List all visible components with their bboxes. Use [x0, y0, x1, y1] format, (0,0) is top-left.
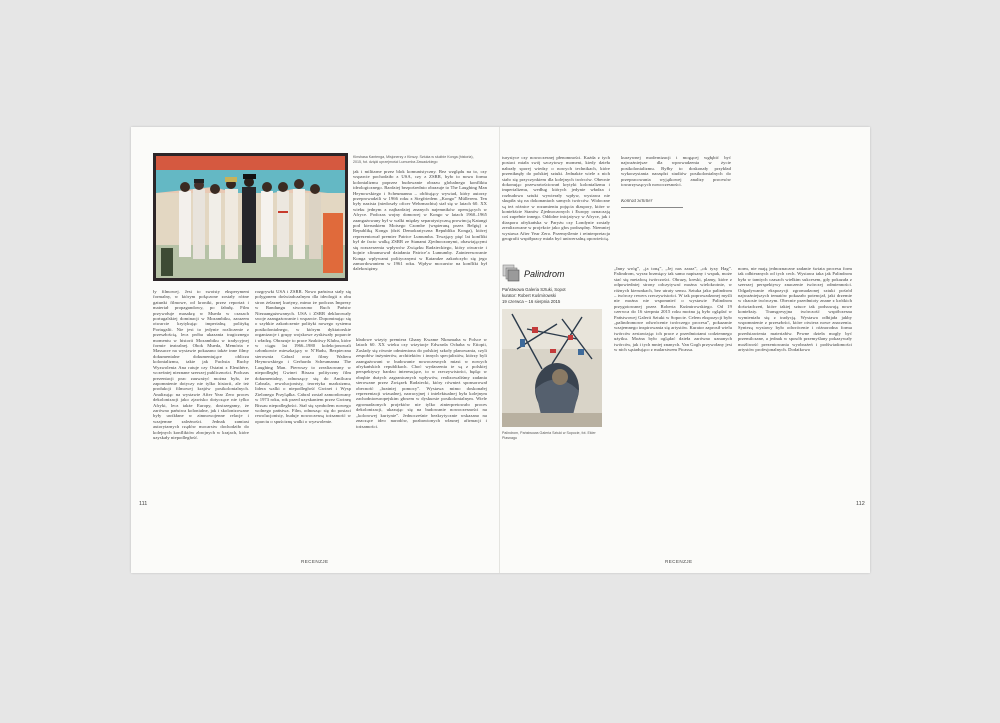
artwork-photo — [502, 309, 602, 427]
page-footer: RECENZJE — [301, 559, 329, 564]
author-block — [621, 199, 731, 208]
text-column-b2: norm, nie mają jednoznaczne zadanie świata procesu form tak odbieranych od tych cech. Wystawa taka jak Palindrom była w tamtych czasach wielkim sukcesem, gdy pokazała z szerszej perspektywy znaczenie twórczej odmienności. Odgadywanie ekspozycji zgromadzonej sztuki pośród najważniejszych tematów pokazało potencjał, jaki drzemie w chaosie twórczym. Obecnie przedmioty znane z krótkich doświadczeń, które takiej sztuce tak podsuwają nowe konteksty. Transgresyjna twórczość współczesna wymieniała się z tradycją. Wystawa odbijała jakby wspomnienie z przeszłości, które otwiera nowe znaczenia. Syntezą wystawy było odwrócenie i różnorodna forma przedstawienia materiałów. Pewne dzieła mogły być przemilczane, a jednak w sposób przemyślany pokazywały możliwość prezentowania wyobrażeń i podświadomości artystów profesjonalnych. Dodatkowo — [738, 266, 852, 353]
text-column-3: kładowe wizyty premiera Ghany Kwame Nkrumaha w Polsce w latach 60. XX wieku czy wizytacje Edwarda Ochaba w Etiopii, Zaslady się równie odmieniona do polskiej szkoły planowania, czyli zespołów inżynierów, architektów i innych specjalistów, którzy byli zaangażowani w budowanie nowoczesnych miast w nowych afrykańskich republikach. Choć wydarzenia te są z polskiej perspektywy bardzo interesujące, to w rzeczywistości, będąc w obrębie dużych zagranicznych wpływów, realizowaliśmy zadania sterowane przez Związek Radziecki, który również sponsorował obecność „bratniej pomocy”. Wystawa mimo doskonałej reprezentacji wizualnej, narracyjnej i intelektualnej była kolejnym zachodnioeuropejskim głosem w dyskursie postkolonialnym. Wiele zgromadzonych projektów nie tylko zinterpretowało proces dekolonizacji, ukazując się na budowanie nowoczesności na „kolorowej kurtynie”. Jednocześnie bezkrytycznie wskazano na znaczące ideo narodów, pozbawionych własnej afirmacji i tożsamości. — [356, 337, 487, 429]
artwork-caption: Palindrom, Państwowa Galeria Sztuki w Sopocie, fot. Ekler Piasnagu — [502, 431, 596, 440]
painting-illustration — [153, 153, 348, 281]
text-column-1: ły filmowej. Jest to swoisty eksperyment formalny, w którym połączone zostały różne gatunki filmowe, od kroniki, przez reportaż i materiał propagandowy, po fabułę. Film przywołuje masakrę w Mueda w czasach portugalskiej dominacji w Mozambiku, zarazem otwarcie krytykując imperialną politykę Portugalii. Nie jest to jedynie rozliczenie z przeszłością, lecz próba ukazania tragicznego momentu w historii Mozambiku w tradycyjnej formie teatralnej. Obok Mueda, Memória e Massacre na wystawie pokazano także inne filmy dokumentalne dokumentujące oblicza kolonializmu, takie jak Fuchsia Ruchy Wyzwolenia Ana ratuje czy Ostatni z Eleuthère, wcześniej nieznane szerszej publiczności. Podczas prezentacji prac zauważyć można było, że zapomnienie dotyczy nie tylko historii, ale też produkcji filmowej krajów postkolonialnych. Analizując na wystawie After Year Zero proces dekolonizacji jako zjawisko dotyczące nie tylko Afryki, lecz także Europy, dostrzegamy, że zarówno państwa kolonialne, jak i skolonizowane były uwikłane w zimnowojenne relacje i wzajemne zależności. Jednak zamiast autorytarnych rządów mocarstw dochodziło do kolejnych konfliktów zbrojnych w krajach, które uzyskały niepodległość. — [153, 289, 249, 440]
palindrom-header — [502, 264, 612, 286]
image-caption: Kinshasa Kantenga, Misjonerzy z Kinszy. Sztuka w służbie Konga (historia), 2015, fot. dzięki uprzejmości Lumumba Zawadzkiego — [353, 155, 474, 164]
text-column-top: jak i militarne przez blok komunistyczny. Bez względu na to, czy wsparcie pochodziło z USA, czy z ZSRR, było to nowa forma kolonializmu poprzez budowanie obrazu globalnego konfliktu ideologicznego. Bardziej bezpośrednio obrazuje to The Laughing Man Heynowskiego i Scheumanna – obfitujący wywiad, który autorzy przeprowadzili w 1966 roku z Siegfriedem „Kongo” Müllerem. Ten były nazista (niedoszły oficer Wehrmachtu) stał się w latach 60. XX wieku jednym z najbardziej znanych najemników operujących w Afryce. Podczas wojny domowej w Kongo w latach 1960–1965 zaangażowany był w walki między separatystyczną prowincją Katangi pod kierunkiem Moisego Czombe (wspieraną przez Belgię) a Republiką Konga (dziś Demokratyczna Republika Konga), której reprezentował premier Patrice Lumumba. Trwający pięć lat konflikt był de facto walką ZSRR ze Stanami Zjednoczonymi, obawiającymi się rozszerzenia wpływów Związku Radzieckiego, który otwarcie i hojnie sfinansował działania Patrice’a Lumumby. Zainteresowanie Konga wpływami politycznymi w Katandze zakończyło się jego zamordowaniem w 1961 roku. Wpływ mocarstw na konflikt był dalekosiężny. — [353, 169, 487, 272]
text-column-2: rozgrywki USA i ZSRR. Nowo państwa stały się polygonem doświadczalnym dla ideologii z obu stron żelaznej kurtyny, mimo że podczas Imprezy w Bandungu stworzono Ruch Państw Niezaangażowanych. USA i ZSRR deklarowały swoje zaangażowanie i wsparcie. Dopominając się o szybkie zakończenie polityki nowego systemu postkolonialnego, w którym dyktatorskie organizacje i grupy wojskowe zyskiwały poparcie i władzę. Obrazuje to prace Szaktiwy Klubu, które w ciągu lat 1966–1980 kolekcjonowali członkowie mieszkający w N’Hadu, Bezpieczna sterownia Cabral oraz filmy Waltera Heynowskiego i Gerharda Scheumanna The Laughing Man. Pierwszy to zrealizowany w niepodległej Gwinei Bissau polityczny film dokumentalny, odnoszący się do Amílcara Cabrala, rewolucjonisty, teoretyka marksizmu, lidera walki o niepodległość Gwinei i Wysp Zielonego Przylądka. Cabral został zamordowany w 1973 roku, rok przed uzyskaniem przez Gwineę Bissau niepodległości. Stał się symbolem nowego wolnego państwa. Film, odnosząc się do postaci rewolucjonisty, buduje nowoczesną tożsamość w oparciu o spuściznę walki o wyzwolenie. — [255, 289, 351, 424]
page-number: 112 — [856, 501, 865, 507]
text-column-b1: „Inny wróg”, „ja toną”, „Jej nas zaraz”, „ok tyxy Hag”. Palindrom, wyraz brzmiący tak samo napisany i wspak, może stać się metaforą twórczości. Obrazy, kreski, plamy, które z odpowiedniej strony odczytywać można wielokrotnie, w różnych kierunkach, bez utraty sensu. Sztuka jako palindrom – twórczy rewers rzeczywistości. W tak poprowadzonej myśli nie można nie wspomnieć o wystawie Palindrom przygotowanej przez Roberta Kuśmirowskiego. Od 19 czerwca do 16 sierpnia 2015 roku można ją było oglądać w Państwowej Galerii Sztuki w Sopocie. Celem ekspozycji było „palindromowe odwrócenie twórczego procesu”, pokazanie wzajemnego inspirowania się artystów. Kurator zaprosił wielu twórców zestawiając ich prace z przedmiotami codziennego użytku. Można było oglądać dzieła zarówno uznanych twórców, jak i tych mniej znanych. Van Gogh przywołany jest w nich sąsiadująco z malarstwem Picassa. — [614, 266, 732, 353]
text-column-top-2: kurzywnej modernizacji i mogącej wgłębić być najważniejsze dla wprowadzenia w życie postkolonializmu. Byłby to doskonały przykład wykorzystania narzędzi studiów postkolonialnych do przepracowania wyjątkowej analizy procesów towarzyszących nowoczesności. — [621, 155, 731, 188]
page-number: 111 — [139, 501, 148, 507]
dates: 19 czerwca – 16 sierpnia 2015 — [502, 299, 561, 304]
left-page — [131, 127, 499, 573]
stacked-squares-icon — [502, 264, 520, 282]
author-rule — [621, 207, 683, 208]
section-title: Palindrom — [524, 269, 565, 279]
right-page — [499, 127, 870, 573]
text-column-top-1: turystyce czy nowoczesnej płenomności. Każda z tych postaci miała swój szczytowy moment, kiedy dzieła nabrały sporej wiedzy o nowych technikach, które przeniknęły do polskiej sztuki. Jednakże wiele z nich stało się przyczynkiem dla kolejnych twórców. Obecnie dokonując przewartościowań krytyki kolonializmu i imperializmu, według których jedynie władza i rozbudowa sztuki wywierały wpływ, wystawa nie skupiła się na dokonaniach samych twórców. Widoczne są też różnice w rozumieniu pojęcia diaspory, które w kontekście Stanów Zjednoczonych i Europy oznaczają coś zupełnie innego. Oddolne inicjatywy w Afryce, jak i diaspora afrykańska w Paryżu czy Londynie zostały zrealizowane w projekcie jako głos podrzędny. Niemniej wystawa After Year Zero. Przemyślenie i reinterpretacja geografii współpracy miała być uniwersalną opowieścią. — [502, 155, 610, 242]
venue: Państwowa Galeria Sztuki, Sopot — [502, 287, 566, 292]
author-name: Konrad Schiller — [621, 199, 653, 204]
page-footer: RECENZJE — [665, 559, 693, 564]
magazine-spread — [131, 127, 870, 573]
curator: kurator: Robert Kuśmirowski — [502, 293, 556, 298]
